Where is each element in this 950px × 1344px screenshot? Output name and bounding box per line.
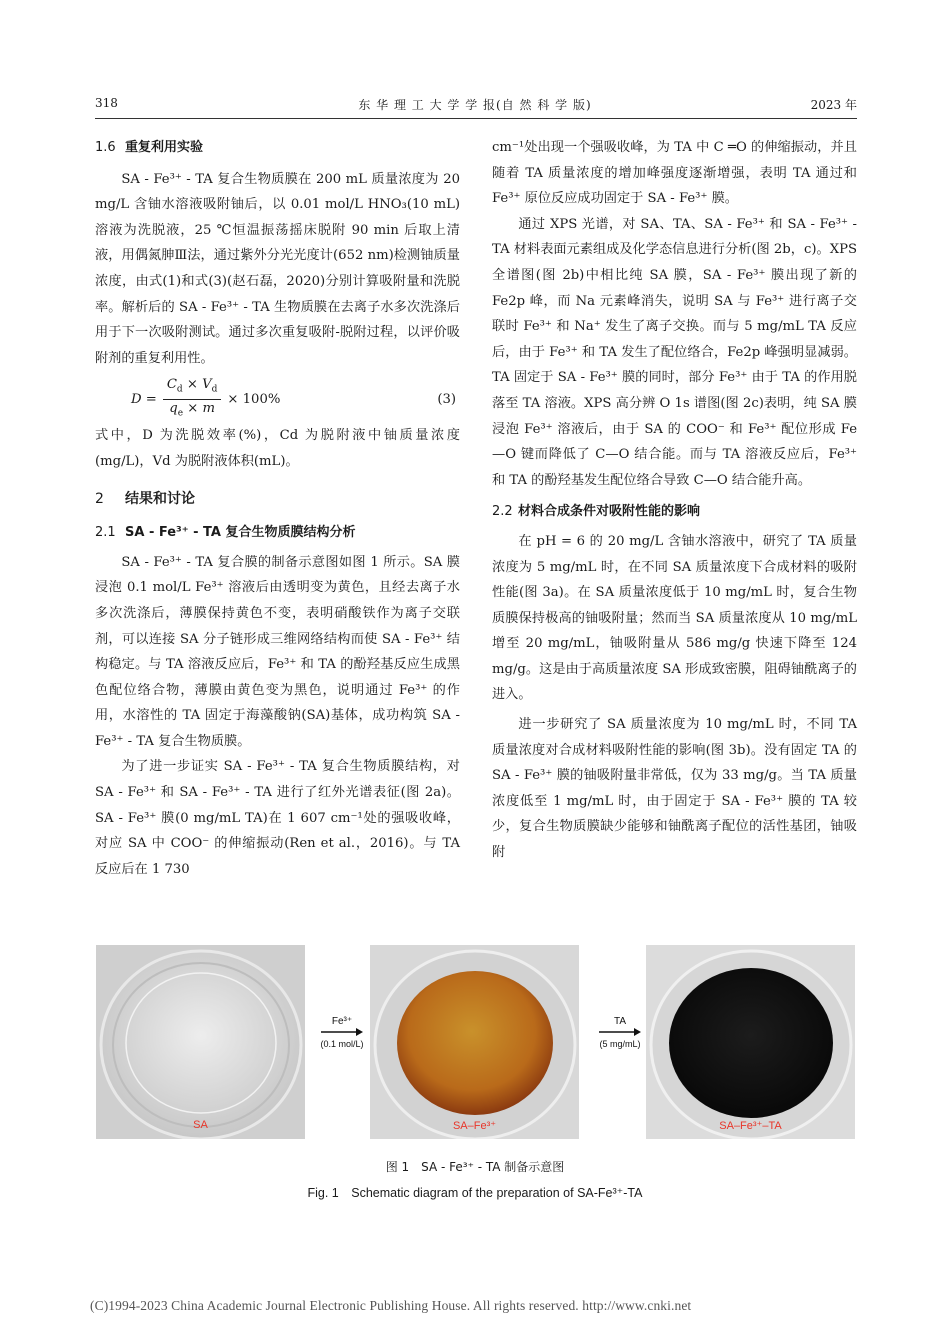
section-number: 2.2 <box>492 504 513 520</box>
paragraph: SA - Fe³⁺ - TA 复合膜的制备示意图如图 1 所示。SA 膜浸泡 0.1 mol/L Fe³⁺ 溶液后由透明变为黄色，且经去离子水多次洗涤后，薄膜保持黄色不变，表明硝酸铁作为离子交联剂，可以连接 SA 分子链形成三维网络结构而使 SA - Fe³⁺ 结构稳定。与 TA 溶液反应后，Fe³⁺ 和 TA 的酚羟基反应生成黑色配位络合物，薄膜由黄色变为黑色，说明通过 Fe³⁺ 的作用，水溶性的 TA 固定于海藻酸钠(SA)基体，成功构筑 SA - Fe³⁺ - TA 复合生物质膜。 <box>95 554 460 749</box>
section-2-2-heading <box>492 499 857 525</box>
label-sa-fe-ta: SA–Fe³⁺–TA <box>719 1120 782 1132</box>
photo-sa-fe-membrane <box>370 945 579 1139</box>
figure-caption-en: Fig. 1 Schematic diagram of the preparation of SA-Fe³⁺-TA <box>307 1186 643 1200</box>
photo-sa-membrane <box>96 945 305 1139</box>
publication-year: 2023 年 <box>810 98 857 112</box>
figure-caption-cn: 图 1 SA - Fe³⁺ - TA 制备示意图 <box>385 1160 565 1174</box>
equation-rhs: × 100% <box>227 391 281 407</box>
section-number: 2 <box>95 490 104 507</box>
section-title: 重复利用实验 <box>125 140 204 155</box>
label-sa: SA <box>193 1119 208 1131</box>
right-arrow-icon <box>320 1027 364 1037</box>
arrow-label: Fe³⁺ <box>331 1016 353 1027</box>
equation-lhs: D = <box>131 391 157 407</box>
arrow-sublabel: (0.1 mol/L) <box>320 1039 364 1049</box>
right-column <box>492 135 857 866</box>
arrow-ta <box>598 1016 642 1049</box>
section-title: SA - Fe³⁺ - TA 复合生物质膜结构分析 <box>125 525 356 541</box>
paragraph: 为了进一步证实 SA - Fe³⁺ - TA 复合生物质膜结构，对 SA - Fe³⁺ 和 SA - Fe³⁺ - TA 进行了红外光谱表征(图 2a)。SA - Fe³⁺ 膜(0 mg/mL TA)在 1 607 cm⁻¹处的强吸收峰，对应 SA 中 COO⁻ 的伸缩振动(Ren et al.，2016)。与 TA 反应后在 1 730 <box>95 759 460 877</box>
right-arrow-icon <box>598 1027 642 1037</box>
paragraph: cm⁻¹处出现一个强吸收峰，为 TA 中 C ═O 的伸缩振动，并且随着 TA 质量浓度的增加峰强度逐渐增强，表明 TA 通过和 Fe³⁺ 原位反应成功固定于 SA - Fe³⁺ 膜。 <box>492 140 857 207</box>
arrow-fe <box>320 1016 364 1049</box>
arrow-label: TA <box>613 1016 627 1027</box>
section-title: 结果和讨论 <box>125 490 195 507</box>
paragraph: 在 pH = 6 的 20 mg/L 含铀水溶液中，研究了 TA 质量浓度为 5 mg/mL 时，在不同 SA 质量浓度下合成材料的吸附性能(图 3a)。在 SA 质量浓度低于 10 mg/mL 时，复合生物质膜保持极高的铀吸附量；然而当 SA 质量浓度从 10 mg/mL 增至 20 mg/mL，铀吸附量从 586 mg/g 快速下降至 124 mg/g。这是由于高质量浓度 SA 形成致密膜，阻碍铀酰离子的进入。 <box>492 533 857 703</box>
equation-fraction: $\frac{C_d \times V_d}{q_e \times m}$ <box>163 376 222 422</box>
section-number: 2.1 <box>95 525 116 541</box>
photo-sa-fe-ta-membrane <box>646 945 855 1139</box>
section-1-6-heading <box>95 135 460 161</box>
label-sa-fe: SA–Fe³⁺ <box>452 1120 497 1132</box>
arrow-sublabel: (5 mg/mL) <box>599 1039 641 1049</box>
section-number: 1.6 <box>95 140 116 155</box>
section-2-1-heading <box>95 520 460 546</box>
section-2-heading <box>95 487 460 513</box>
equation-number: (3) <box>437 391 456 407</box>
section-title: 材料合成条件对吸附性能的影响 <box>518 504 701 520</box>
equation-3 <box>95 377 460 421</box>
left-column <box>95 135 460 882</box>
copyright-footer: (C)1994-2023 China Academic Journal Electronic Publishing House. All rights reserved. http://www.cnki.net <box>90 1298 692 1313</box>
header-rule <box>95 118 857 119</box>
paragraph: SA - Fe³⁺ - TA 复合生物质膜在 200 mL 质量浓度为 20 mg/L 含铀水溶液吸附铀后，以 0.01 mol/L HNO₃(10 mL)溶液为洗脱液，25 ℃恒温振荡摇床脱附 90 min 后取上清液，用偶氮胂Ⅲ法，通过紫外分光光度计(652 nm)检测铀质量浓度，由式(1)和式(3)(赵石磊，2020)分别计算吸附量和洗脱率。解析后的 SA - Fe³⁺ - TA 生物质膜在去离子水多次洗涤后用于下一次吸附测试。通过多次重复吸附-脱附过程，以评价吸附剂的重复利用性。 <box>95 171 460 366</box>
journal-title: 东 华 理 工 大 学 学 报(自 然 科 学 版) <box>358 98 592 112</box>
paragraph: 进一步研究了 SA 质量浓度为 10 mg/mL 时，不同 TA 质量浓度对合成材料吸附性能的影响(图 3b)。没有固定 TA 的 SA - Fe³⁺ 膜的铀吸附量非常低，仅为 33 mg/g。当 TA 质量浓度低至 1 mg/mL 时，由于固定于 SA - Fe³⁺ 膜的 TA 较少，复合生物质膜缺少能够和铀酰离子配位的活性基团，铀吸附 <box>492 717 857 861</box>
paragraph: 通过 XPS 光谱，对 SA、TA、SA - Fe³⁺ 和 SA - Fe³⁺ - TA 材料表面元素组成及化学态信息进行分析(图 2b，c)。XPS 全谱图(图 2b)中相比纯 SA 膜，SA - Fe³⁺ 膜出现了新的 Fe2p 峰，而 Na 元素峰消失，说明 SA 与 Fe³⁺ 进行离子交联时 Fe³⁺ 和 Na⁺ 发生了离子交换。而与 5 mg/mL TA 反应后，由于 Fe³⁺ 和 TA 发生了配位络合，Fe2p 峰强明显减弱。TA 固定于 SA - Fe³⁺ 膜的同时，部分 Fe³⁺ 由于 TA 的作用脱落至 TA 溶液。XPS 高分辨 O 1s 谱图(图 2c)表明，纯 SA 膜浸泡 Fe³⁺ 溶液后，由于 SA 的 COO⁻ 和 Fe³⁺ 配位形成 Fe—O 键而降低了 C—O 结合能。而与 TA 溶液反应后，Fe³⁺ 和 TA 的酚羟基发生配位络合导致 C—O 结合能升高。 <box>492 216 857 488</box>
paragraph: 式中，D 为洗脱效率(%)，Cd 为脱附液中铀质量浓度(mg/L)，Vd 为脱附液体积(mL)。 <box>95 428 460 469</box>
page-number: 318 <box>95 96 118 110</box>
